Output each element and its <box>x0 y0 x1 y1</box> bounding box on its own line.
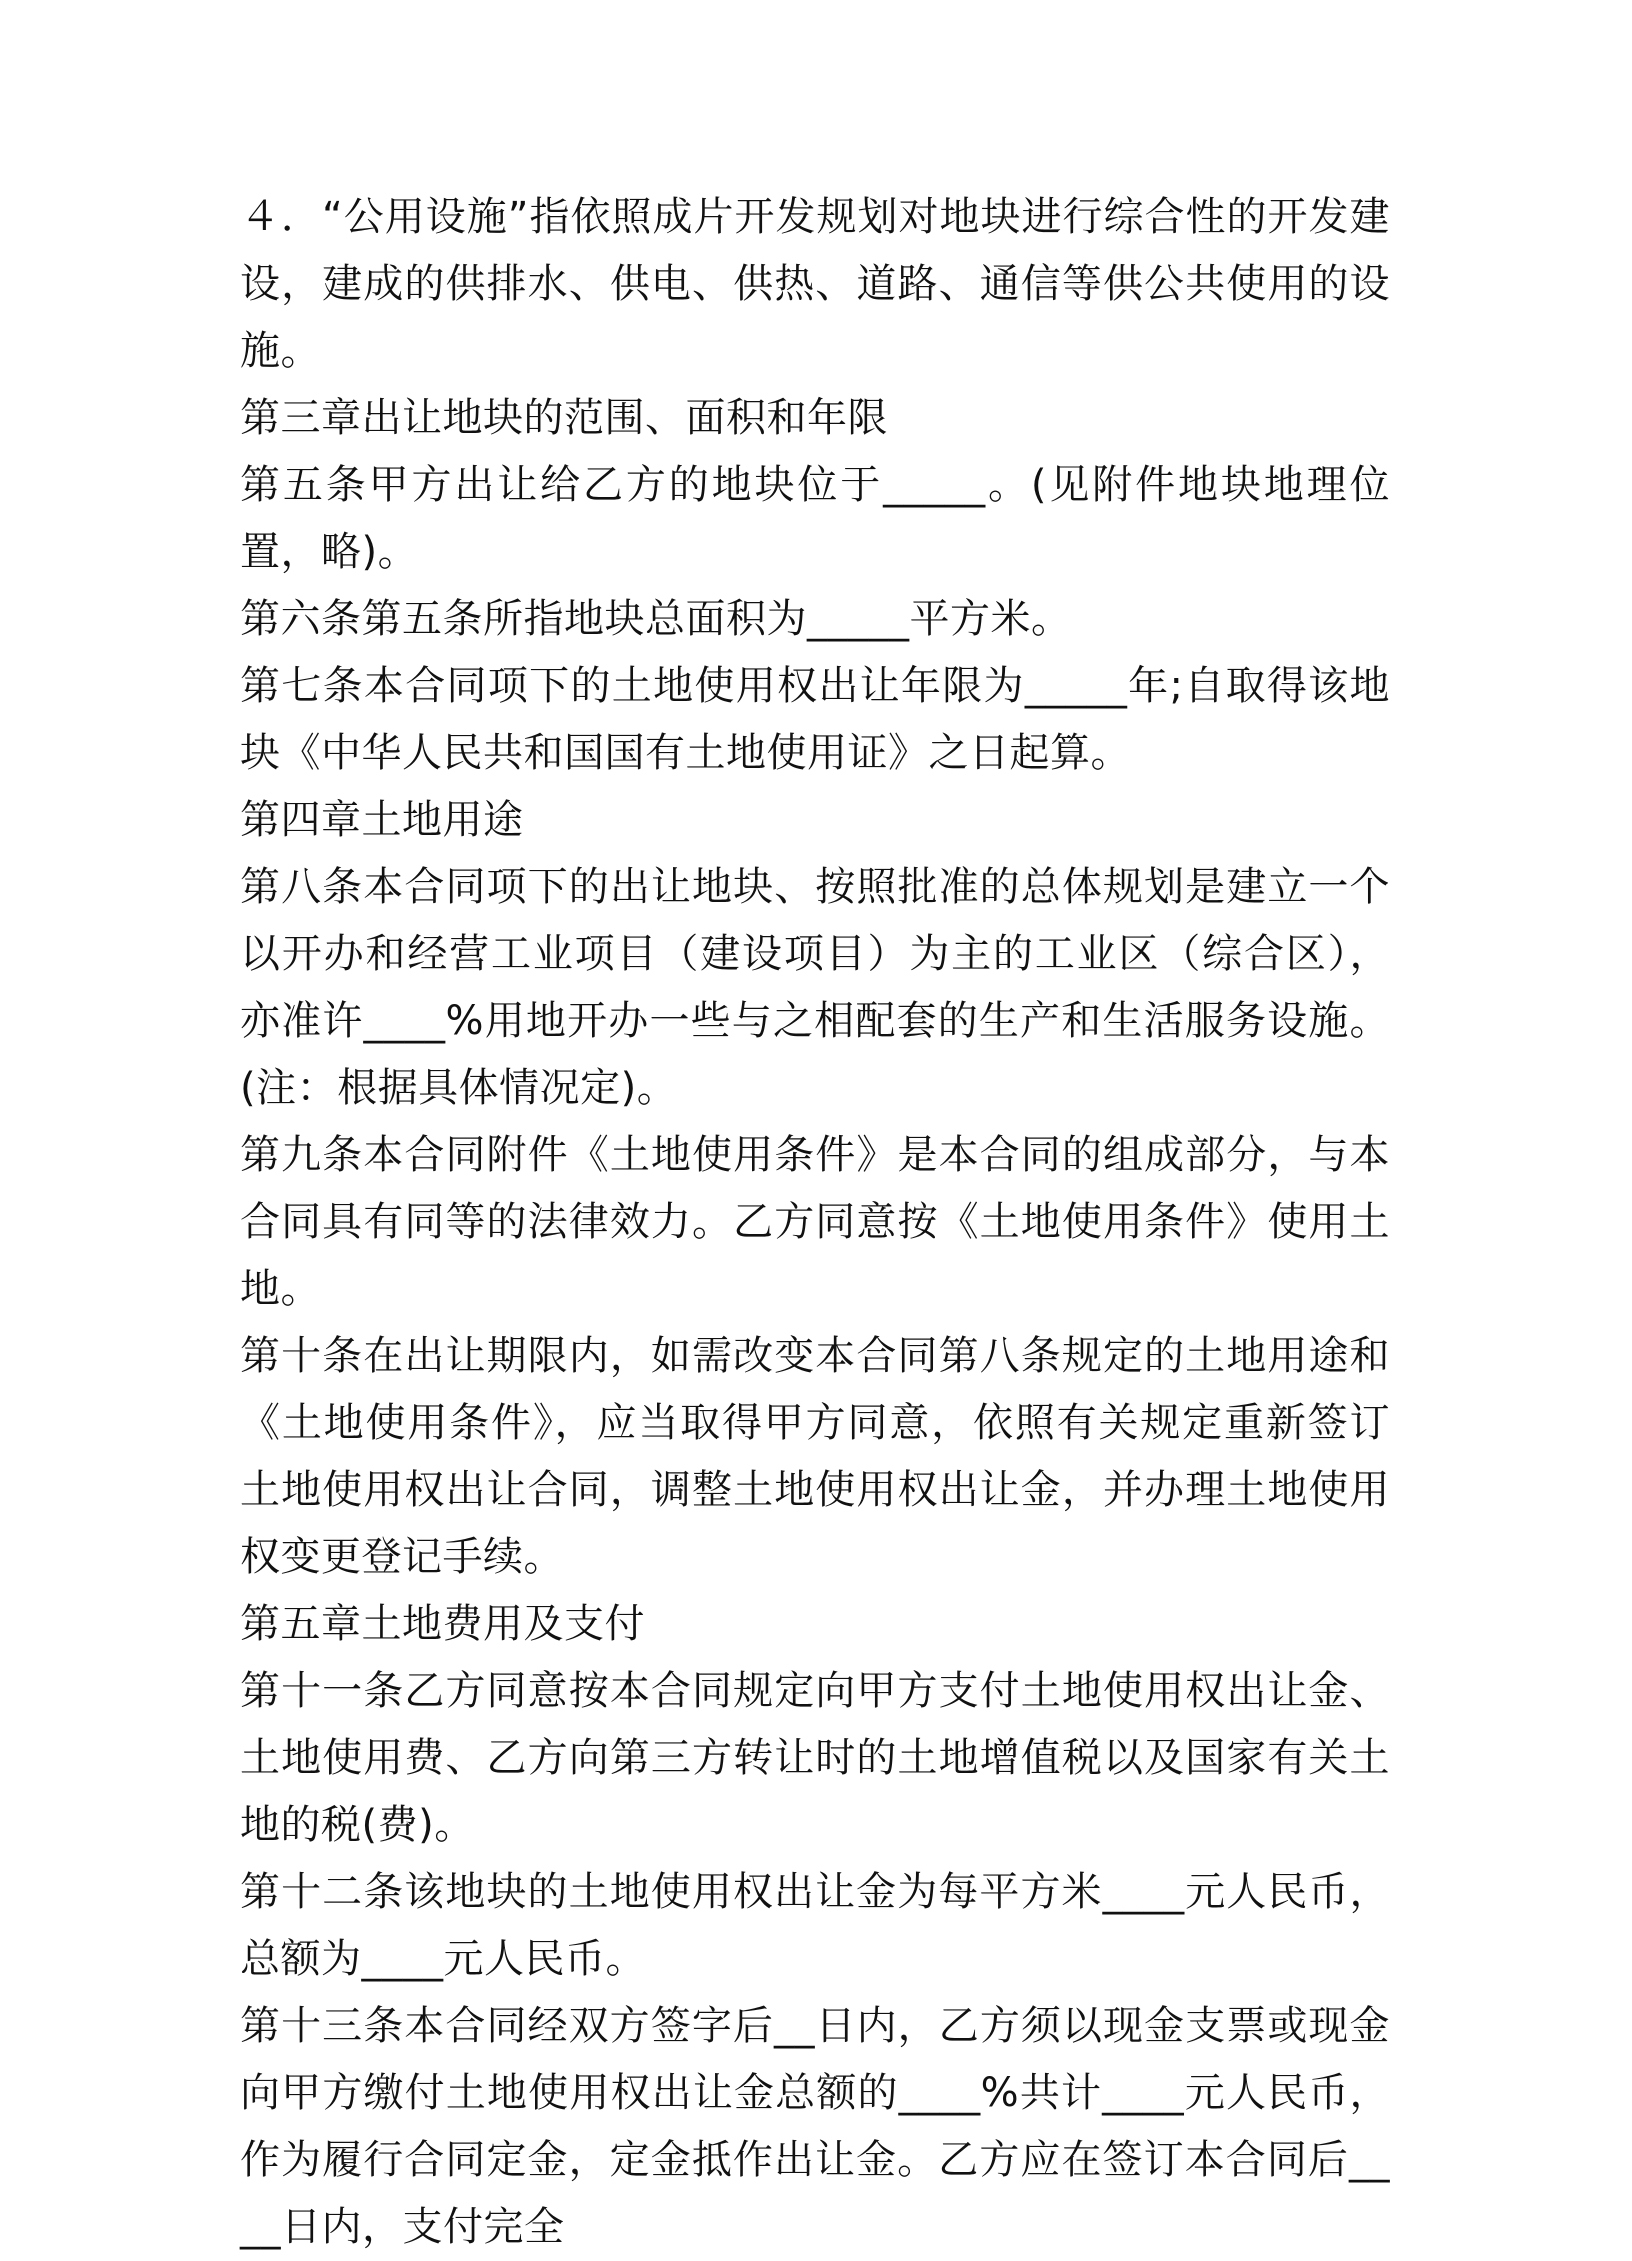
paragraph-public-facilities-definition: ４．“公用设施”指依照成片开发规划对地块进行综合性的开发建设，建成的供排水、供电、供热、道路、通信等供公共使用的设施。 <box>240 194 1390 374</box>
article-9: 第九条本合同附件《土地使用条件》是本合同的组成部分，与本合同具有同等的法律效力。乙方同意按《土地使用条件》使用土地。 <box>240 1132 1390 1312</box>
article-13: 第十三条本合同经双方签字后__日内，乙方须以现金支票或现金向甲方缴付土地使用权出让金总额的____%共计____元人民币，作为履行合同定金，定金抵作出让金。乙方应在签订本合同后____日内，支付完全 <box>240 2003 1390 2250</box>
article-11: 第十一条乙方同意按本合同规定向甲方支付土地使用权出让金、土地使用费、乙方向第三方转让时的土地增值税以及国家有关土地的税(费)。 <box>240 1668 1390 1848</box>
chapter-5-heading: 第五章土地费用及支付 <box>240 1601 645 1647</box>
article-7: 第七条本合同项下的土地使用权出让年限为_____年;自取得该地块《中华人民共和国国有土地使用证》之日起算。 <box>240 663 1390 776</box>
document-body <box>240 184 1390 2261</box>
article-8: 第八条本合同项下的出让地块、按照批准的总体规划是建立一个以开办和经营工业项目（建设项目）为主的工业区（综合区），亦准许____%用地开办一些与之相配套的生产和生活服务设施。(注：根据具体情况定)。 <box>240 864 1390 1111</box>
article-5: 第五条甲方出让给乙方的地块位于_____。(见附件地块地理位置，略)。 <box>240 462 1390 575</box>
chapter-3-heading: 第三章出让地块的范围、面积和年限 <box>240 395 888 441</box>
article-12: 第十二条该地块的土地使用权出让金为每平方米____元人民币，总额为____元人民币。 <box>240 1869 1390 1982</box>
chapter-4-heading: 第四章土地用途 <box>240 797 524 843</box>
article-6: 第六条第五条所指地块总面积为_____平方米。 <box>240 596 1072 642</box>
article-10: 第十条在出让期限内，如需改变本合同第八条规定的土地用途和《土地使用条件》，应当取得甲方同意，依照有关规定重新签订土地使用权出让合同，调整土地使用权出让金，并办理土地使用权变更登记手续。 <box>240 1333 1390 1580</box>
